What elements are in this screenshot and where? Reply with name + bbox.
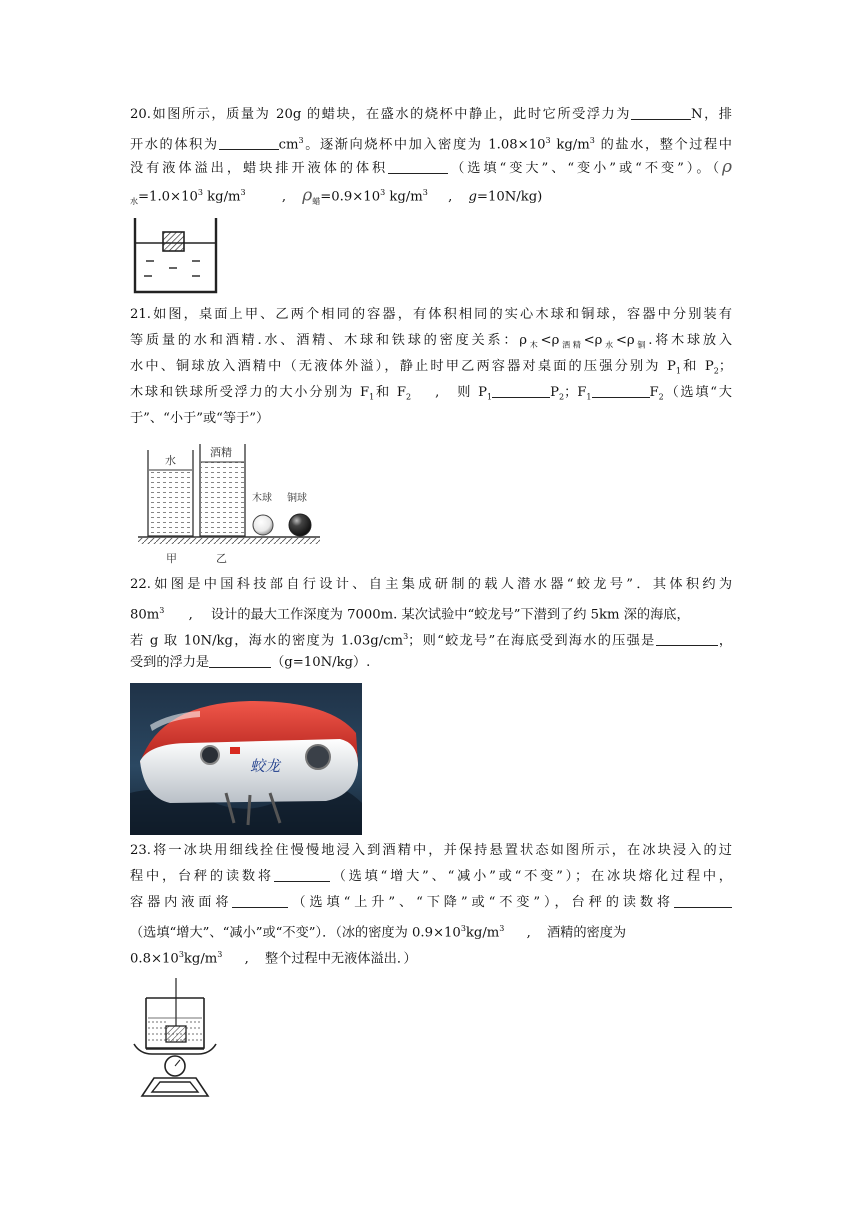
q22-line-1: 22.如图是中国科技部自行设计、自主集成研制的载人潜水器“蛟龙号”．其体积约为 [130, 577, 732, 592]
q22-line-2: $80m^3$ , 设计的最大工作深度为 7000m. 某次试验中“蛟龙号”下潜到了约 5km 深的海底， [130, 606, 690, 623]
q21-line-3: 水中、铜球放入酒精中（无液体外溢），静止时甲乙两容器对桌面的压强分别为 $P_1$和 $P_2$； [130, 359, 732, 376]
q21-line-1: 21.如图，桌面上甲、乙两个相同的容器，有体积相同的实心木球和铜球，容器中分别装有 [130, 307, 732, 322]
q23-line-3: 容器内液面将 （选填“上升”、“下降”或“不变”），台秤的读数将 [130, 890, 732, 916]
q20-answer-blank-1[interactable] [631, 105, 691, 120]
q21-answer-blank-1[interactable] [492, 383, 550, 398]
alcohol-liquid [201, 462, 244, 535]
label-wood-ball: 木球 [252, 493, 272, 504]
q23-line-5: $0.8\times 10^3kg/m^3$ , 整个过程中无液体溢出．） [130, 950, 417, 967]
q20-answer-blank-2[interactable] [219, 135, 279, 150]
q23-line-1: 23.将一冰块用细线拴住慢慢地浸入到酒精中，并保持悬置状态如图所示，在冰块浸入的过 [130, 843, 732, 858]
label-alcohol: 酒精 [210, 447, 232, 459]
wood-ball [253, 515, 273, 535]
label-jia: 甲 [166, 553, 177, 565]
q22-jiaolong-photo [130, 683, 362, 835]
q20-line-3: 没有液体溢出，蜡块排开液体的体积 （选填“变大”、“变小”或“不变”）。（ρ [130, 157, 732, 177]
q21-line-4: 木球和铁球所受浮力的大小分别为 $F_1$和 $F_2$ , 则 $P_1$ $P_2$；$F_1$ $F_2$（选填“大 [130, 385, 732, 402]
question-22 [130, 572, 732, 676]
q23-line-2: 程中，台秤的读数将 （选填“增大”、“减小”或“不变”）；在冰块熔化过程中， [130, 869, 732, 884]
q23-line-4: （选填“增大”、“减小”或“不变”）．（冰的密度为 $0.9\times 10^3kg/m^3$ , 酒精的密度为 [130, 924, 627, 941]
q23-answer-blank-2[interactable] [232, 893, 288, 908]
q23-answer-blank-3[interactable] [674, 893, 732, 908]
q23-scale-figure [132, 978, 218, 1104]
q23-answer-blank-1[interactable] [274, 867, 330, 882]
ice-block [166, 1026, 186, 1042]
question-20 [130, 102, 732, 206]
q21-containers-figure [138, 440, 322, 568]
q20-line-2: 开水的体积为 $cm^3$。逐渐向烧杯中加入密度为 $1.08\times 10^3$ $kg/m^3$ 的盐水，整个过程中 [130, 136, 732, 153]
question-23 [130, 838, 732, 968]
beaker-outline [135, 218, 216, 292]
q20-line-1: 20.如图所示，质量为 20g 的蜡块，在盛水的烧杯中静止，此时它所受浮力为 N，排 [130, 107, 732, 122]
label-yi: 乙 [216, 553, 227, 565]
wax-block [163, 232, 184, 251]
label-water: 水 [165, 455, 176, 467]
question-21 [130, 302, 732, 432]
q20-beaker-figure [130, 216, 220, 296]
q21-line-5: 于”、“小于”或“等于”） [130, 411, 270, 426]
q21-answer-blank-2[interactable] [592, 383, 650, 398]
q20-line-4: $_水=1.0\times 10^3$ $kg/m^3$ , $\rho_蜡=0.9\times 10^3$ $kg/m^3$ , g=10N/kg) [130, 185, 543, 207]
copper-ball [289, 514, 311, 536]
water-liquid [149, 470, 192, 535]
label-copper-ball: 铜球 [287, 493, 307, 504]
q22-answer-blank-2[interactable] [209, 653, 271, 668]
q20-answer-blank-3[interactable] [388, 159, 448, 174]
q22-answer-blank-1[interactable] [656, 631, 718, 646]
q21-line-2: 等质量的水和酒精.水、酒精、木球和铁球的密度关系：$\rho_木<\rho_{酒精}<\rho_水<\rho_铜$.将木球放入 [130, 333, 733, 350]
jiaolong-hull-text: 蛟龙 [250, 757, 281, 775]
q22-line-4: 受到的浮力是 （g=10N/kg）. [130, 655, 371, 670]
q22-line-3: 若 g 取 10N/kg，海水的密度为 $1.03g/cm^3$；则“蛟龙号”在海底受到海水的压强是 ， [130, 632, 733, 649]
